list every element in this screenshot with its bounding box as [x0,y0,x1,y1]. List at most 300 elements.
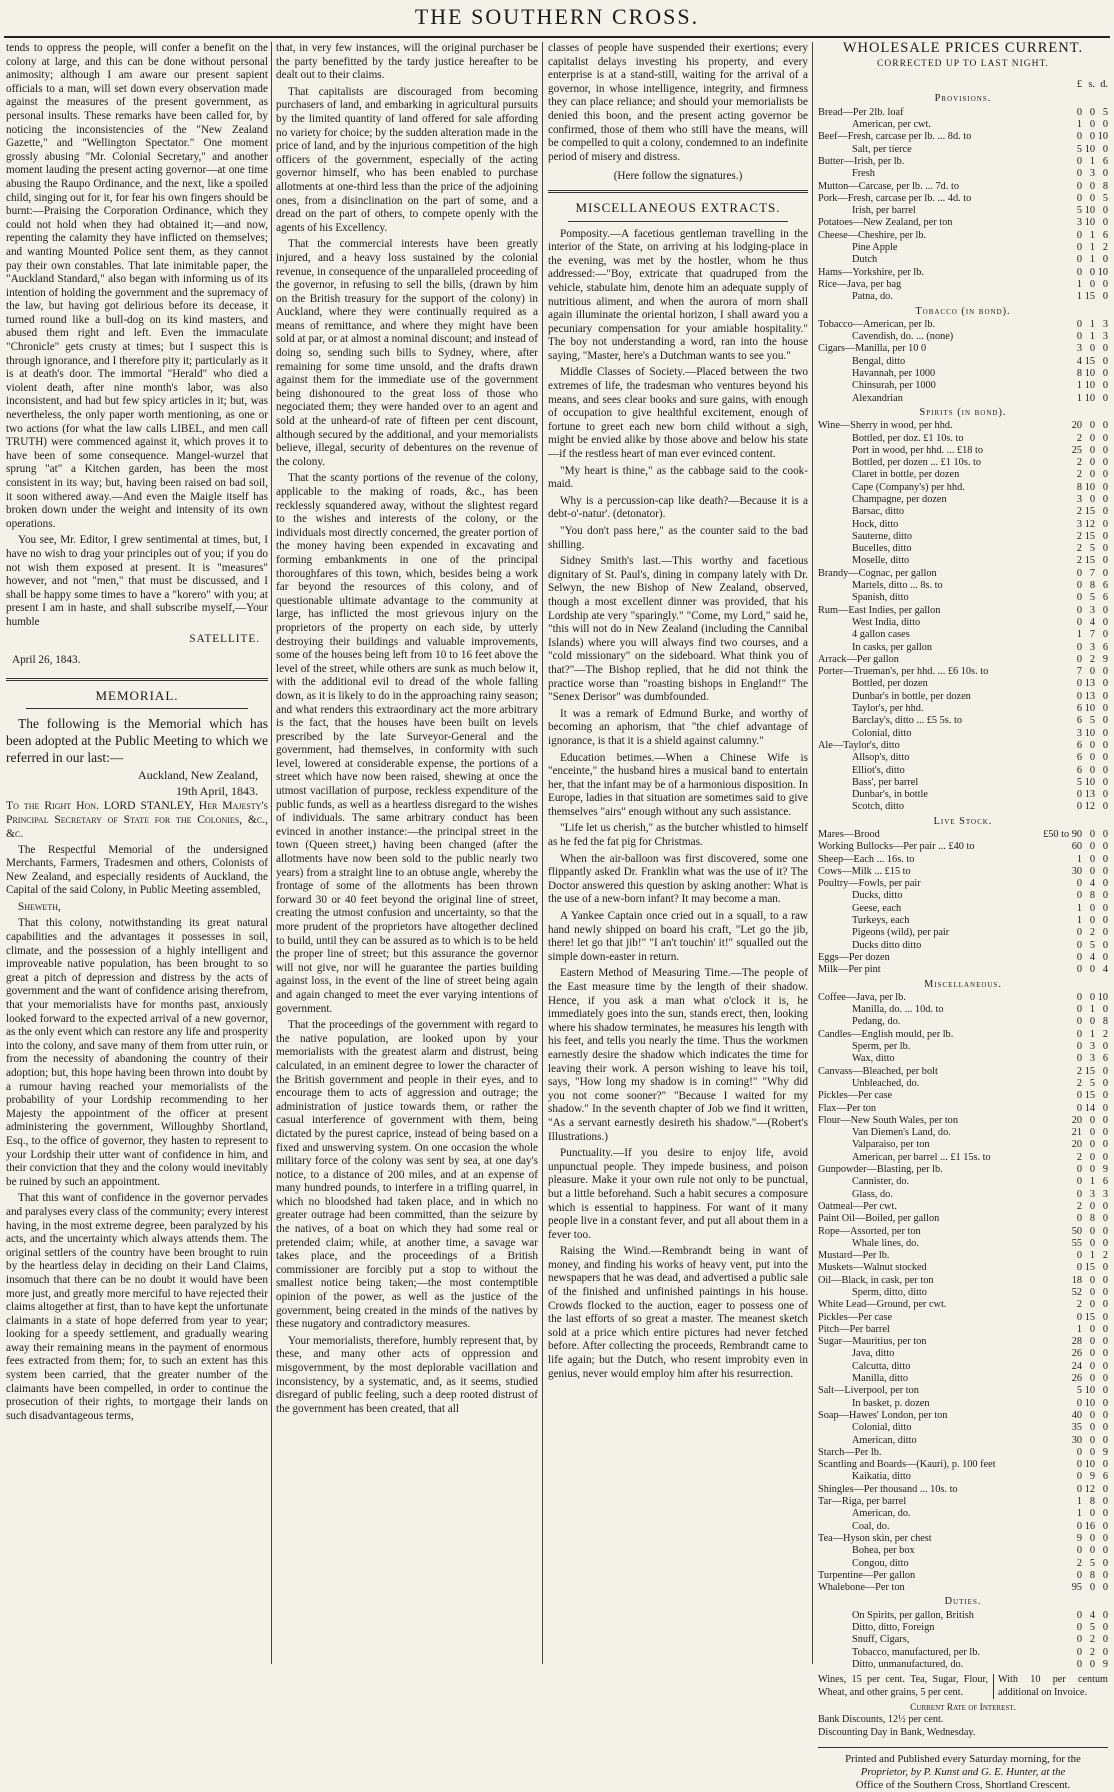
price-pence: 0 [1102,1225,1108,1237]
price-pence: 0 [1102,829,1108,840]
price-pence: 6 [1102,229,1108,241]
price-item: Alexandrian [852,392,903,404]
price-shillings: 0 [1089,666,1095,678]
price-row [818,1312,1108,1324]
price-pounds: 2 [1076,469,1082,481]
prices-table [818,79,1108,1671]
price-row [818,666,1108,678]
price-shillings: 1 [1089,1004,1095,1016]
price-item: Kaikatia, ditto [852,1471,911,1483]
price-row [818,356,1108,368]
section-divider [548,190,808,193]
price-shillings: 5 [1089,543,1095,555]
price-shillings: 4 [1089,1609,1095,1621]
price-shillings: 15 [1084,291,1095,303]
price-row [818,506,1108,518]
price-pence: 3 [1102,318,1108,330]
price-shillings: 14 [1084,1102,1095,1114]
price-pence: 0 [1102,1065,1108,1077]
price-pence: 2 [1102,1028,1108,1040]
price-shillings: 0 [1089,739,1095,751]
price-pence: 0 [1102,205,1108,217]
price-row [818,1659,1108,1671]
price-item: Tobacco—American, per lb. [818,318,936,330]
price-shillings: 8 [1089,1569,1095,1581]
price-item: Champagne, per dozen [852,493,947,505]
price-pounds: 1 [1076,915,1082,927]
heading-rule [568,221,788,222]
price-row [818,543,1108,555]
price-item: American, per cwt. [852,119,931,131]
price-item: Rum—East Indies, per gallon [818,604,941,616]
price-section-label: Duties. [944,1596,982,1608]
price-item: Paint Oil—Boiled, per gallon [818,1213,940,1225]
price-row [818,343,1108,355]
price-shillings: 1 [1089,229,1095,241]
price-shillings: 0 [1089,764,1095,776]
price-row [818,1373,1108,1385]
price-pounds: 0 [1076,1188,1082,1200]
price-item: Geese, each [852,902,902,914]
price-row [818,1201,1108,1213]
price-shillings: 10 [1084,143,1095,155]
memorial-heading: MEMORIAL. [95,687,179,703]
price-shillings: 10 [1084,380,1095,392]
price-pounds: 0 [1076,318,1082,330]
price-pence: 0 [1102,567,1108,579]
price-section-label: Live Stock. [933,815,993,827]
price-pounds: 0 [1076,939,1082,951]
price-pence: 0 [1102,939,1108,951]
price-pounds: 0 [1076,890,1082,902]
price-shillings: 0 [1089,1508,1095,1520]
price-row [818,131,1108,143]
price-shillings: 3 [1089,1041,1095,1053]
price-pence: 0 [1102,703,1108,715]
extract-paragraph: "You don't pass here," as the counter said to the bad shilling. [548,525,808,551]
price-shillings: 12 [1084,518,1095,530]
extract-paragraph: Punctuality.—If you desire to enjoy life, avoid unpunctual people. They impede business, and poison pleasure. Make it your own rule not only to be punctual, but a little beforehand. Such a habit secures a composure which is essential to happiness. For want of it many people live in a constant fever, and put all about them in a fever too. [548,1147,808,1241]
price-item: West India, ditto [852,616,921,628]
price-item: Bottled, per dozen [852,678,928,690]
price-item: Unbleached, do. [852,1077,920,1089]
price-row [818,728,1108,740]
price-item: In casks, per gallon [852,641,933,653]
price-item: Poultry—Fowls, per pair [818,878,921,890]
extract-paragraph: "My heart is thine," as the cabbage said to the cook-maid. [548,464,808,491]
price-item: Ducks ditto ditto [852,939,922,951]
price-item: Cows—Milk ... £15 to [818,865,911,877]
price-shillings: 2 [1089,1634,1095,1646]
price-shillings: 0 [1089,266,1095,278]
price-pence: 0 [1102,168,1108,180]
price-item: Hock, ditto [852,518,899,530]
price-shillings: 1 [1089,1250,1095,1262]
price-pounds: 0 [1076,951,1082,963]
price-pounds: 0 [1076,567,1082,579]
price-pounds: 0 [1076,1459,1082,1471]
price-pence: 0 [1102,420,1108,432]
price-pence: 0 [1102,666,1108,678]
price-pence: 0 [1102,291,1108,303]
price-shillings: 10 [1084,1397,1095,1409]
price-pounds: 0 [1076,690,1082,702]
price-pence: 0 [1102,1311,1108,1323]
memorial-body: The Respectful Memorial of the undersigned Merchants, Farmers, Tradesmen and others, Colonists of New Zealand, and especially residents of Auckland, the Capital of the said Colony, in Public Meeting assembled, [6,843,268,897]
extract-paragraph: It was a remark of Edmund Burke, and worthy of becoming an aphorism, that "the chief advantage of ignorance, is that it is a shield against calumny." [548,707,808,747]
price-pounds: 0 [1076,331,1082,343]
price-pence: 0 [1102,343,1108,355]
price-item: Tar—Riga, per barrel [818,1496,907,1508]
prices-money-header [818,79,1108,91]
price-shillings: 0 [1089,1348,1095,1360]
price-pounds: 8 [1076,368,1082,380]
price-pounds: 0 [1076,1622,1082,1633]
price-item: Elliot's, ditto [852,764,905,776]
extract-paragraph: Eastern Method of Measuring Time.—The people of the East measure time by the length of their shadow. Hence, if you ask a man what o'clock it is, he immediately goes into the sun, stands erect, then, looking where his shadow terminates, he measures his length with his feet, and tells you nearly the time. Thus the workmen earnestly desire the shadow which indicates the time for leaving their work. A person wishing to leave his toil, says, "How long my shadow is in coming!" "Why did you not come sooner?" "Because I waited for my shadow." In the seventh chapter of Job we find it written, "As a servant earnestly desireth his shadow."—(Robert's Illustrations.) [548,967,808,1143]
price-pence: 3 [1102,331,1108,343]
price-shillings: 0 [1089,1658,1095,1670]
price-pounds: 0 [1076,1471,1082,1483]
price-row [818,230,1108,242]
price-row [818,890,1108,902]
price-item: Ditto, unmanufactured, do. [852,1658,964,1670]
price-pence: 2 [1102,242,1108,254]
memorial-intro: The following is the Memorial which has been adopted at the Public Meeting to which we referred in our last:— [6,716,268,766]
price-row [818,181,1108,193]
price-row [818,715,1108,727]
price-item: Glass, do. [852,1188,893,1200]
interest-heading: Current Rate of Interest. [910,1703,1016,1713]
price-row [818,1582,1108,1594]
extract-paragraph: Sidney Smith's last.—This worthy and facetious dignitary of St. Paul's, dining in company lately with Dr. Selwyn, the new Bishop of New Zealand, observed, though a most excellent dinner was provided, that his Lordship ate very "sparingly." "Come, my Lord," said he, "this will not do in New Zealand (including the Cannibal Islands) where you will always find two courses, and a "cold missionary" on the sideboard. What think you of that?"—The Bishop replied, that he did not think the practice worse than "roasting bishops in England!" The "Senex Derisor" was dumbfounded. [548,555,808,704]
price-item: Rope—Assorted, per ton [818,1225,921,1237]
price-shillings: 7 [1089,629,1095,641]
money-unit-header: s. [1088,79,1095,91]
price-row [818,703,1108,715]
price-pence: 9 [1102,653,1108,665]
price-pence: 9 [1102,1446,1108,1458]
price-pounds: 95 [1071,1582,1082,1594]
price-row [818,752,1108,764]
price-row [818,927,1108,939]
price-row [818,592,1108,604]
price-row [818,1385,1108,1397]
price-row [818,1533,1108,1545]
price-shillings: 0 [1089,469,1095,481]
price-shillings: 3 [1089,641,1095,653]
price-shillings: 16 [1084,1520,1095,1532]
price-item: Ditto, ditto, Foreign [852,1622,935,1633]
price-pence: 0 [1102,1385,1108,1397]
price-pounds: 0 [1076,580,1082,592]
price-shillings: 0 [1089,444,1095,456]
price-row [818,1422,1108,1434]
imprint-line: Office of the Southern Cross, Shortland Crescent. [855,1779,1071,1792]
price-pounds: 1 [1076,291,1082,303]
price-pounds: 18 [1071,1274,1082,1286]
price-pounds: 0 [1076,604,1082,616]
price-shillings: 0 [1089,1360,1095,1372]
price-pounds: 2 [1076,530,1082,542]
price-pence: 0 [1102,518,1108,530]
price-pounds: 0 [1076,1250,1082,1262]
price-pence: 0 [1102,506,1108,518]
price-pence: 0 [1102,119,1108,131]
price-pounds: 0 [1076,1609,1082,1621]
price-shillings: 0 [1089,343,1095,355]
price-row [818,1521,1108,1533]
price-shillings: 2 [1089,1646,1095,1658]
price-pence: 0 [1102,764,1108,776]
price-pence: 10 [1097,131,1108,143]
price-item: Fresh [852,168,875,180]
price-pence: 0 [1102,1127,1108,1139]
price-pounds: 25 [1071,444,1082,456]
imprint-line: Proprietor, by P. Kunst and G. E. Hunter, at the [860,1766,1066,1779]
price-pence: 0 [1102,1397,1108,1409]
price-item: Whalebone—Per ton [818,1582,905,1594]
price-item: Snuff, Cigars, [852,1634,910,1646]
price-pence: 0 [1102,432,1108,444]
price-pence: 0 [1102,739,1108,751]
price-shillings: 13 [1084,678,1095,690]
price-item: Chinsurah, per 1000 [852,380,936,392]
price-pounds: 0 [1076,1658,1082,1670]
bank-discounts: Bank Discounts, 12½ per cent. [818,1714,944,1726]
price-item: Martels, ditto ... 8s. to [852,580,943,592]
memorial-date: 19th April, 1843. [175,783,258,798]
price-pence: 5 [1102,192,1108,204]
price-pence: 0 [1102,604,1108,616]
price-shillings: 10 [1084,205,1095,217]
extract-paragraph: Education betimes.—When a Chinese Wife is "enceinte," the husband hires a musical band to entertain her, that the infant may be of a harmonious disposition. In Europe, ladies in that situation are sometimes said to give themselves "airs" enough without any such assistance. [548,751,808,818]
price-pounds: 0 [1076,1041,1082,1053]
price-pounds: 0 [1076,168,1082,180]
price-pence: 4 [1102,964,1108,976]
price-pounds: 2 [1076,1557,1082,1569]
price-row [818,1570,1108,1582]
price-pence: 0 [1102,1569,1108,1581]
price-pence: 0 [1102,715,1108,727]
price-row [818,866,1108,878]
price-pounds: 1 [1076,278,1082,290]
price-item: Irish, per barrel [852,205,916,217]
price-pounds: 60 [1071,841,1082,853]
price-row [818,168,1108,180]
memorial-paragraph: That the scanty portions of the revenue of the colony, applicable to the making of roads, &c., has been recklessly squandered away, without the slightest regard to the wishes and interests of the colony, or the individuals most directly concerned, the greater portion of the money having been expended in excavating and forming embankments in one of the principal thoroughfares of this town, which, besides being a work far beyond the resources of this colony, and of questionable ultimate advantage to the community at large, has inflicted the most grievous injury on the proprietors of the property on each side, by utterly destroying their buildings and valuable improvements, some of the houses being left from 10 to 16 feet above the level of the street, while others are sunk as much below it, with the additional evil to dread of the whole falling down, as it is likely to do in the approaching rainy season; and what renders this extraordinary act the more arbitrary is the fact, that the houses have been built on levels prescribed by the late Surveyor-General and the government, had themselves, in conformity with such level, lowered at considerable expense, the portions of a street which have now been raised, shewing at once the utmost vacillation of purpose, reckless expenditure of the public funds, as well as a heartless disregard to the wishes of individuals. The same arbitrary conduct has been evinced in another instance:—the principal street in the town (Queen street,) having been changed (after the allotments have now been sold to the public nearly two years) from a straight line to an obtuse angle, whereby the frontage of some of the allotments has been thrown forward 30 or 40 feet beyond the original line of street, creating the utmost confusion and uncertainty, so that the more prudent of the proprietors have altogether declined to build, until they can be assured as to which is to be held the proper line of street; but this assurance the governor will not give, nor will he guarantee the parties building against loss, in the event of the line of street being again and again changed to meet the ever varying intentions of government. [276,472,538,1015]
price-shillings: 0 [1089,1151,1095,1163]
price-row [818,1398,1108,1410]
price-shillings: 0 [1089,1127,1095,1139]
price-pounds: 6 [1076,752,1082,764]
price-pounds: 1 [1076,1323,1082,1335]
price-shillings: 5 [1089,1557,1095,1569]
price-item: Rice—Java, per bag [818,278,902,290]
price-pence: 0 [1102,1348,1108,1360]
price-row [818,531,1108,543]
price-pounds: 0 [1076,1311,1082,1323]
price-row [818,279,1108,291]
price-row [818,1545,1108,1557]
price-shillings: 0 [1089,1446,1095,1458]
price-pounds: 2 [1076,432,1082,444]
price-pounds: 24 [1071,1360,1082,1372]
extract-paragraph: Pomposity.—A facetious gentleman travelling in the interior of the State, on arriving at his lodging-place in the evening, was met by the hostler, whom he thus addressed:—"Boy, extricate that quadruped from the vehicle, stabulate him, denote him an adequate supply of nutritious aliment, and when the aurora of morn shall again illuminate the oriental horizon, I shall award you a pecuniary compensation for your amiable hospitality." The boy not understanding a word, ran into the house saying, "Master, here's a Dutchman wants to see you." [548,227,808,362]
price-item: Colonial, ditto [852,727,912,739]
extracts-list [548,228,808,1382]
price-shillings: 0 [1089,865,1095,877]
price-shillings: 0 [1089,1336,1095,1348]
price-pence: 0 [1102,1373,1108,1385]
price-pence: 6 [1102,592,1108,604]
price-pence: 0 [1102,1139,1108,1151]
price-shillings: 0 [1089,752,1095,764]
price-pence: 0 [1102,254,1108,266]
letter-date: April 26, 1843. [12,654,81,667]
price-pounds: 0 [1076,1164,1082,1176]
price-pounds: 2 [1076,555,1082,567]
price-shillings: 0 [1089,180,1095,192]
price-item: Sperm, per lb. [852,1041,911,1053]
price-shillings: 0 [1089,902,1095,914]
price-row [818,1496,1108,1508]
price-pounds: 3 [1076,518,1082,530]
price-item: Soap—Hawes' London, per ton [818,1409,948,1421]
price-pence: 0 [1102,1323,1108,1335]
price-shillings: 0 [1089,493,1095,505]
column-2 [276,42,538,1664]
memorial-paragraph: That capitalists are discouraged from becoming purchasers of land, and embarking in agricultural pursuits by the limited quantity of land offered for sale affording no variety for choice; by the sudden alteration made in the price of land, and by the injurious competition of the high officers of the government, especially of the acting governor himself, who has been enabled to purchase allotments at one-third less than the price of the adjoining ones, from a disinclination on the part of some, and a dread on the part of others, to compete openly with the agents of his Excellency. [276,85,538,234]
price-row [818,156,1108,168]
price-pence: 0 [1102,801,1108,813]
price-shillings: 1 [1089,1176,1095,1188]
price-item: Pork—Fresh, carcase per lb. ... 4d. to [818,192,972,204]
price-shillings: 15 [1084,530,1095,542]
price-row [818,494,1108,506]
price-shillings: 10 [1084,1459,1095,1471]
price-row [818,1213,1108,1225]
price-pence: 0 [1102,543,1108,555]
price-pence: 0 [1102,690,1108,702]
price-pounds: 5 [1076,776,1082,788]
price-shillings: 1 [1089,331,1095,343]
prices-title: WHOLESALE PRICES CURRENT. [842,40,1084,56]
price-item: Allsop's, ditto [852,752,910,764]
price-shillings: 0 [1089,131,1095,143]
price-item: Valparaiso, per ton [852,1139,930,1151]
price-row [818,242,1108,254]
price-row [818,1471,1108,1483]
column-3 [548,42,808,1664]
price-pounds: 0 [1076,1004,1082,1016]
price-pounds: £50 to 90 [1043,829,1082,840]
memorial-paragraph: That the proceedings of the government with regard to the native population, are looked upon by your memorialists with the greatest alarm and distrust, being calculated, in an eminent degree to lower the character of the British government and people in their eyes, and to encourage them to acts of aggression and outrage; the administration of justice towards them, or rather the casual interference of government with them, being dictated by the purest caprice, instead of being based on a fixed and unswerving system. On one occasion the whole military force of the colony was sent by sea, at one day's notice, to a distance of 200 miles, and at an expense of many hundred pounds, to interfere in a trifling quarrel, in which no bloodshed had taken place, and in which no greater outrage had been committed, than the seizure by the natives, of a boat on which they had some real or pretended claim; while, at another time, a savage war takes place, and the proceedings of a British commissioner are forcibly put a stop to without the smallest notice being taken;—the most contemptible opinion of the power, as well as the justice of the government, being created in the minds of the natives by these nugatory and contradictory measures. [276,1019,538,1331]
price-shillings: 0 [1089,1299,1095,1311]
price-pounds: 0 [1076,927,1082,939]
price-pounds: 0 [1076,1446,1082,1458]
price-item: Patna, do. [852,291,893,303]
price-row [818,580,1108,592]
price-item: Candles—English mould, per lb. [818,1028,954,1040]
price-pence: 0 [1102,1646,1108,1658]
price-shillings: 1 [1089,155,1095,167]
price-item: Tobacco, manufactured, per lb. [852,1646,980,1658]
price-shillings: 8 [1089,1213,1095,1225]
price-pence: 0 [1102,1483,1108,1495]
price-row [818,629,1108,641]
price-shillings: 0 [1089,106,1095,118]
price-pence: 0 [1102,1041,1108,1053]
price-shillings: 1 [1089,254,1095,266]
price-row [818,1016,1108,1028]
price-pounds: 0 [1076,106,1082,118]
imprint-line: Printed and Published every Saturday morning, for the [845,1753,1081,1766]
price-pounds: 0 [1076,1483,1082,1495]
price-shillings: 4 [1089,878,1095,890]
price-item: Whale lines, do. [852,1237,919,1249]
price-row [818,1115,1108,1127]
price-item: American, do. [852,1508,911,1520]
price-row [818,1459,1108,1471]
price-item: Coffee—Java, per lb. [818,991,906,1003]
price-pence: 0 [1102,1409,1108,1421]
price-shillings: 0 [1089,1139,1095,1151]
masthead-rule [4,36,1110,38]
price-row [818,605,1108,617]
price-row [818,1066,1108,1078]
imprint [818,1747,1108,1792]
price-pounds: 1 [1076,119,1082,131]
price-item: Gunpowder—Blasting, per lb. [818,1164,943,1176]
price-shillings: 5 [1089,1622,1095,1633]
price-item: Cigars—Manilla, per 10 0 [818,343,927,355]
price-shillings: 0 [1089,1373,1095,1385]
price-section-header [818,814,1108,829]
price-item: White Lead—Ground, per cwt. [818,1299,947,1311]
price-row [818,1152,1108,1164]
price-row [818,964,1108,976]
price-shillings: 0 [1089,1422,1095,1434]
price-row [818,1176,1108,1188]
price-shillings: 0 [1089,1200,1095,1212]
price-pounds: 5 [1076,1385,1082,1397]
price-section-label: Miscellaneous. [924,978,1002,990]
price-item: Turkeys, each [852,915,910,927]
price-pounds: 2 [1076,1299,1082,1311]
price-pence: 10 [1097,991,1108,1003]
price-pounds: 0 [1076,180,1082,192]
price-pounds: 30 [1071,1434,1082,1446]
price-pounds: 0 [1076,991,1082,1003]
price-item: Salt—Liverpool, per ton [818,1385,919,1397]
price-pence: 0 [1102,1434,1108,1446]
price-pence: 9 [1102,1658,1108,1670]
price-item: Colonial, ditto [852,1422,912,1434]
price-item: Pigeons (wild), per pair [852,927,950,939]
price-row [818,1041,1108,1053]
price-pounds: 3 [1076,217,1082,229]
price-row [818,291,1108,303]
price-row [818,254,1108,266]
price-pounds: 3 [1076,727,1082,739]
price-row [818,217,1108,229]
price-shillings: 2 [1089,653,1095,665]
price-pounds: 2 [1076,1200,1082,1212]
price-item: Cape (Company's) per hhd. [852,481,965,493]
price-pounds: 1 [1076,902,1082,914]
price-row [818,1004,1108,1016]
